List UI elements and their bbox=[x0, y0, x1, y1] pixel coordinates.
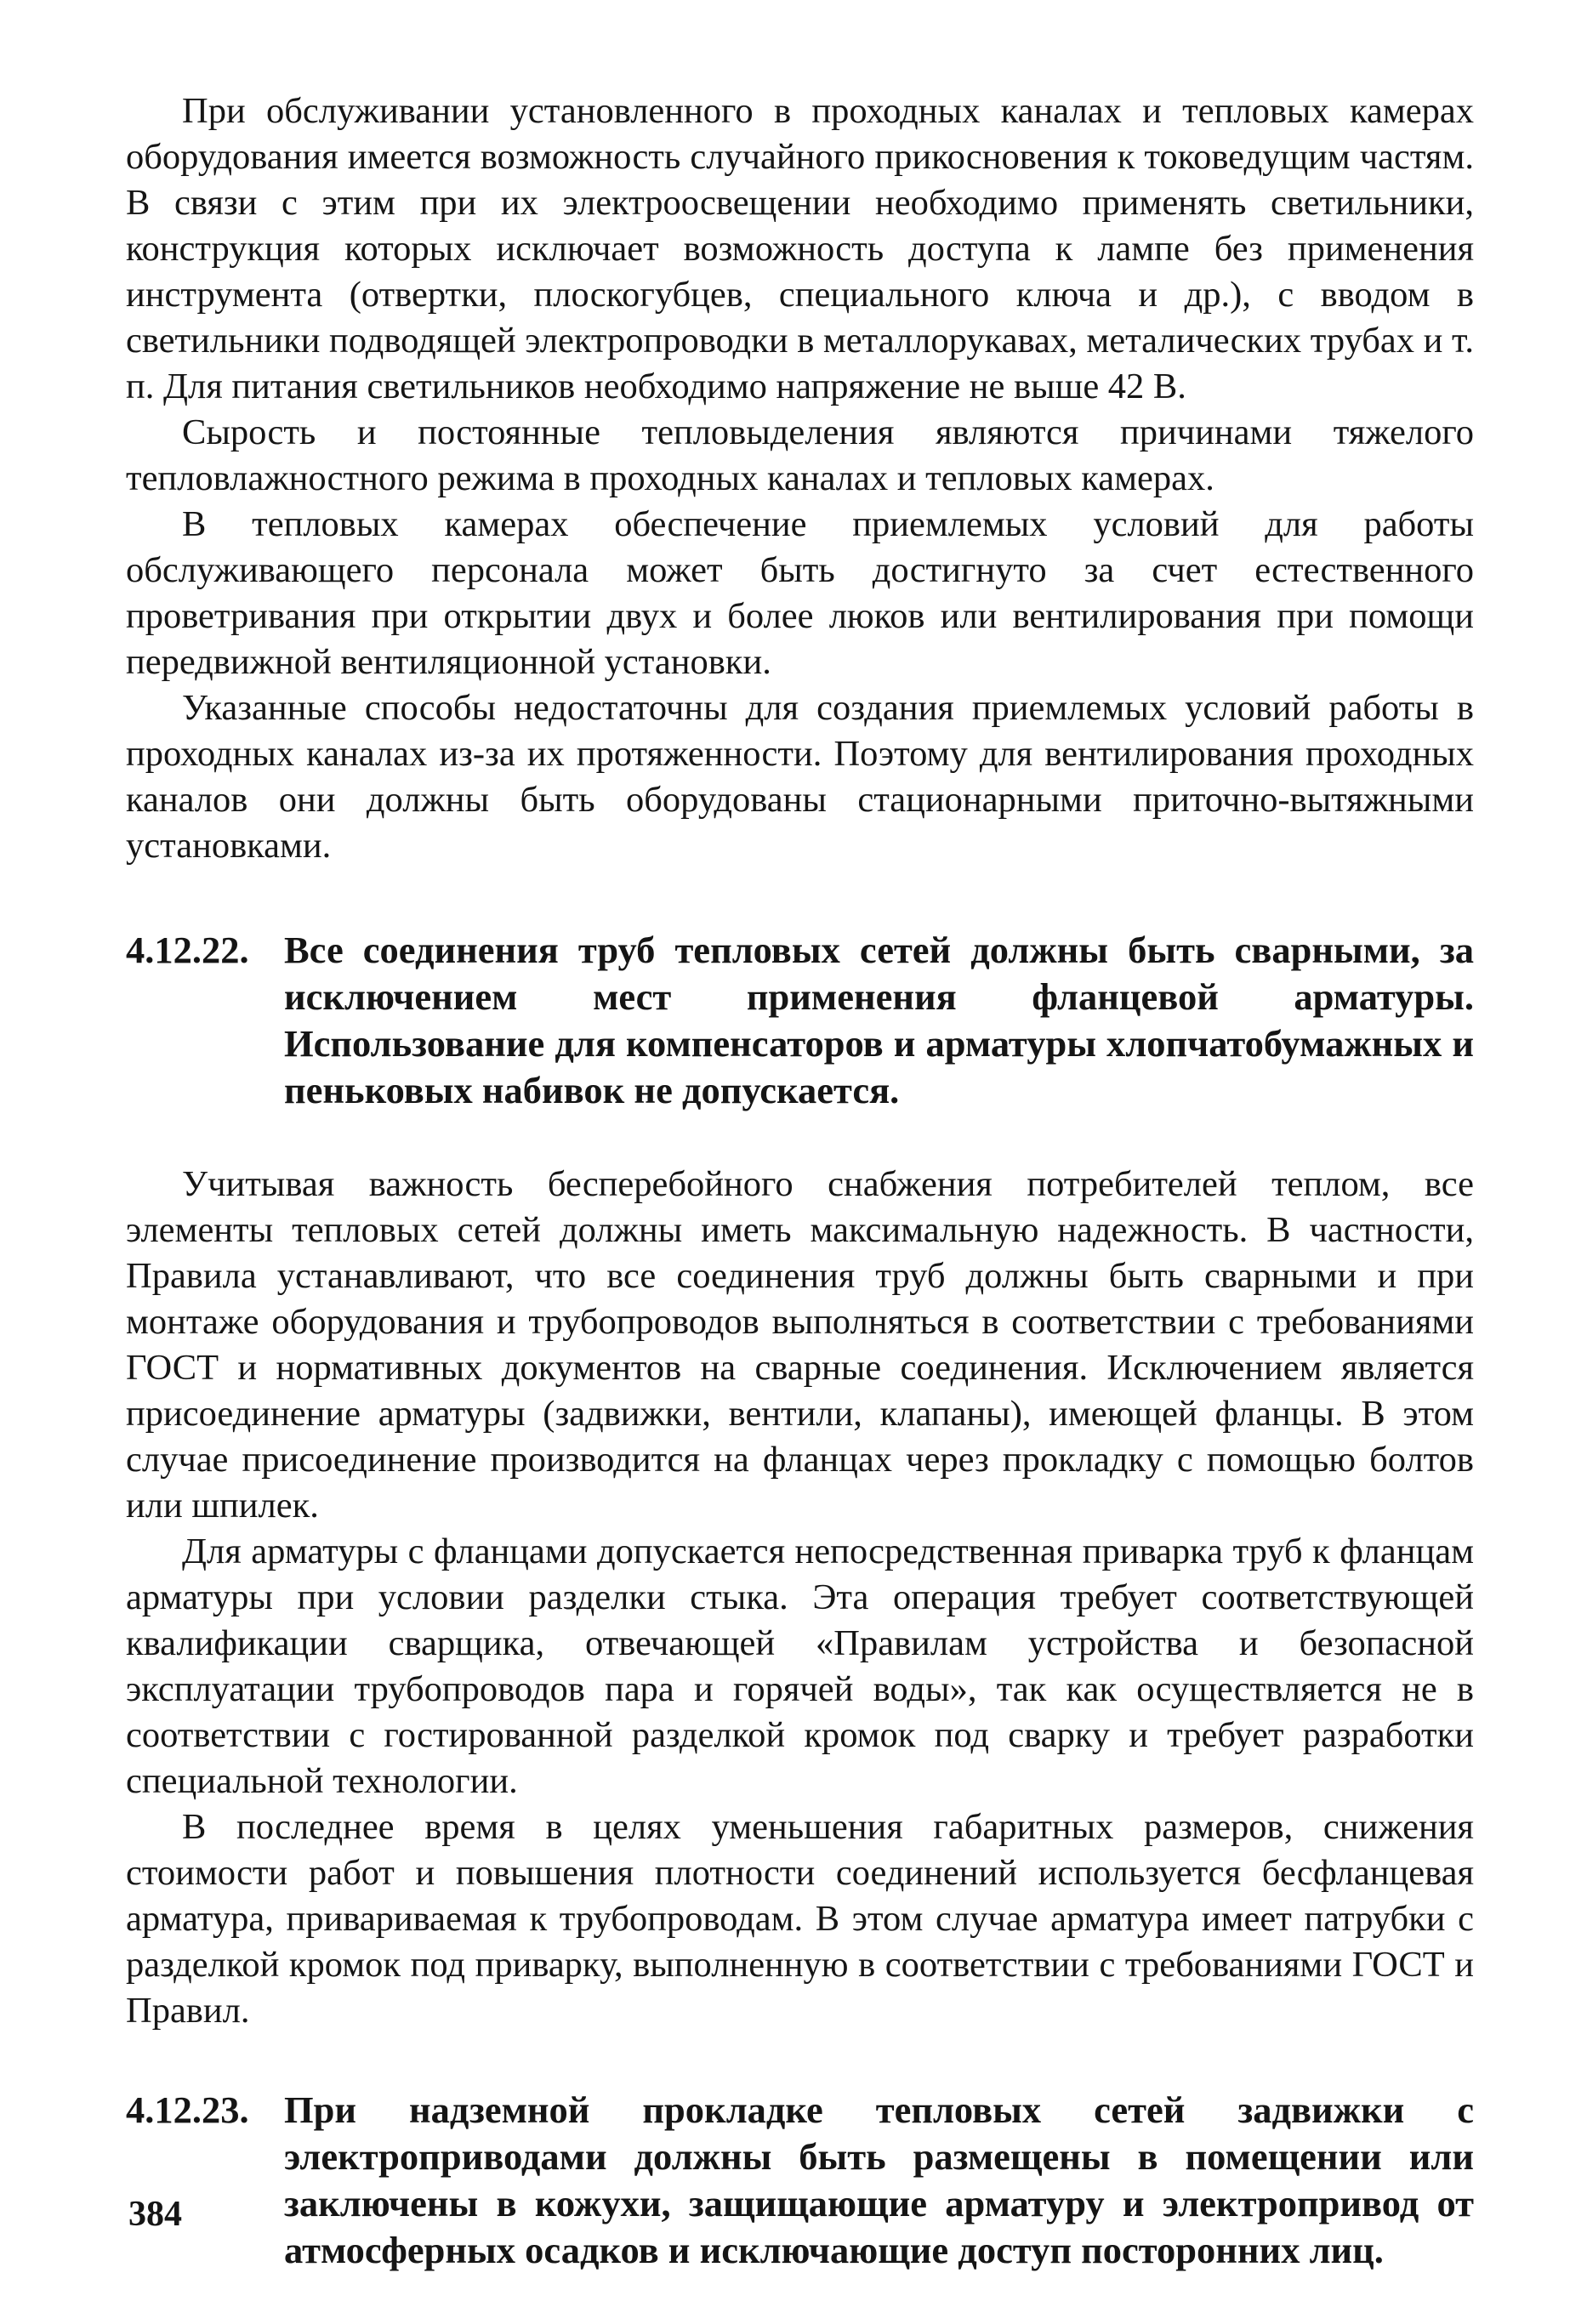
paragraph: Сырость и постоянные тепловыделения являются причинами тяжелого тепловлажностного режима в проходных каналах и тепловых камерах. bbox=[126, 412, 1474, 498]
clause-heading-4-12-22 bbox=[126, 927, 1474, 1114]
page-number: 384 bbox=[128, 2195, 182, 2234]
paragraph: При обслуживании установленного в проходных каналах и тепловых камерах оборудования имеется возможность случайного прикосновения к токоведущим частям. В связи с этим при их электроосвещении необходимо применять светильники, конструкция которых исключает возможность доступа к лампе без применения инструмента (отвертки, плоскогубцев, специального ключа и др.), с вводом в светильники подводящей электропроводки в металлорукавах, металических трубах и т. п. Для питания светильников необходимо напряжение не выше 42 В. bbox=[126, 91, 1474, 406]
clause-text: При надземной прокладке тепловых сетей задвижки с электроприводами должны быть размещены в помещении или заключены в кожухи, защищающие арматуру и электропривод от атмосферных осадков и исключающие доступ посторонних лиц. bbox=[284, 2088, 1474, 2271]
clause-text: Все соединения труб тепловых сетей должны быть сварными, за исключением мест применения фланцевой арматуры. Использование для компенсаторов и арматуры хлопчатобумажных и пеньковых набивок не допускается. bbox=[284, 929, 1474, 1111]
clause-4-12-22-commentary bbox=[126, 1162, 1474, 2034]
clause-number: 4.12.22. bbox=[126, 929, 249, 971]
paragraph: Указанные способы недостаточны для создания приемлемых условий работы в проходных каналах из-за их протяженности. Поэтому для вентилирования проходных каналов они должны быть оборудованы стационарными приточно-вытяжными установками. bbox=[126, 688, 1474, 866]
paragraph: Учитывая важность бесперебойного снабжения потребителей теплом, все элементы тепловых сетей должны иметь максимальную надежность. В частности, Правила устанавливают, что все соединения труб должны быть сварными и при монтаже оборудования и трубопроводов выполняться в соответствии с требованиями ГОСТ и нормативных документов на сварные соединения. Исключением является присоединение арматуры (задвижки, вентили, клапаны), имеющей фланцы. В этом случае присоединение производится на фланцах через прокладку с помощью болтов или шпилек. bbox=[126, 1164, 1474, 1526]
intro-section bbox=[126, 88, 1474, 869]
paragraph: В последнее время в целях уменьшения габаритных размеров, снижения стоимости работ и повышения плотности соединений используется бесфланцевая арматура, привариваемая к трубопроводам. В этом случае арматура имеет патрубки с разделкой кромок под приварку, выполненную в соответствии с требованиями ГОСТ и Правил. bbox=[126, 1807, 1474, 2031]
clause-heading-4-12-23 bbox=[126, 2087, 1474, 2274]
paragraph: Для арматуры с фланцами допускается непосредственная приварка труб к фланцам арматуры при условии разделки стыка. Эта операция требует соответствующей квалификации сварщика, отвечающей «Правилам устройства и безопасной эксплуатации трубопроводов пара и горячей воды», так как осуществляется не в соответствии с гостированной разделкой кромок под сварку и требует разработки специальной технологии. bbox=[126, 1531, 1474, 1801]
page-body bbox=[126, 88, 1474, 2274]
paragraph: В тепловых камерах обеспечение приемлемых условий для работы обслуживающего персонала может быть достигнуто за счет естественного проветривания при открытии двух и более люков или вентилирования при помощи передвижной вентиляционной установки. bbox=[126, 504, 1474, 682]
clause-number: 4.12.23. bbox=[126, 2088, 249, 2131]
